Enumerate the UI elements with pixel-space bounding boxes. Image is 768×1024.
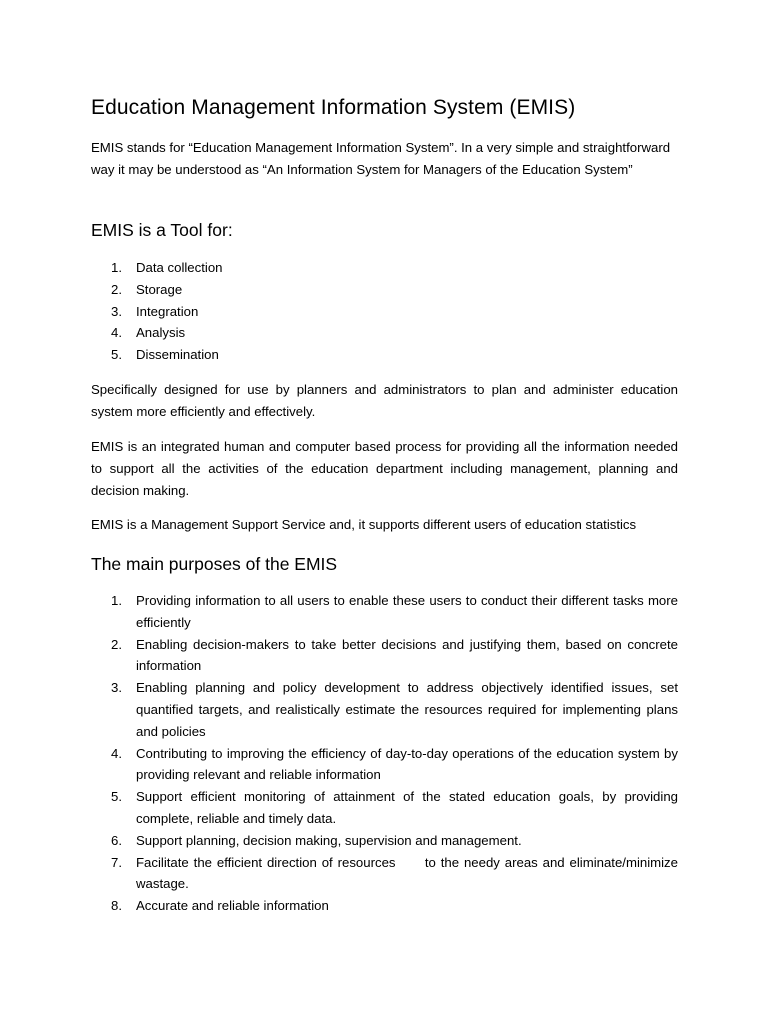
- list-item-number: 2.: [111, 636, 122, 652]
- list-item-number: 6.: [111, 832, 122, 848]
- list-item: [91, 301, 678, 323]
- list-item-text: Enabling decision-makers to take better decisions and justifying them, based on concrete information: [136, 636, 678, 674]
- list-item: [91, 257, 678, 279]
- list-item-text: Data collection: [136, 260, 223, 275]
- list-item-number: 7.: [111, 854, 122, 870]
- list-item-text: Support efficient monitoring of attainment of the stated education goals, by providing complete, reliable and timely data.: [136, 789, 678, 826]
- integrated-paragraph: EMIS is an integrated human and computer based process for providing all the information needed to support all the activities of the education department including management, planning and decision making.: [91, 439, 678, 498]
- list-item-text: Support planning, decision making, supervision and management.: [136, 832, 522, 848]
- list-item-number: 1.: [111, 260, 122, 275]
- list-item: [91, 895, 678, 917]
- document-title: Education Management Information System (EMIS): [91, 96, 576, 119]
- list-item-number: 8.: [111, 898, 122, 914]
- list-item: [91, 677, 678, 742]
- list-item-text: Providing information to all users to enable these users to conduct their different tasks more efficiently: [136, 593, 678, 630]
- list-item-number: 3.: [111, 680, 122, 696]
- list-item-number: 3.: [111, 303, 122, 319]
- list-item-text: Dissemination: [136, 347, 219, 363]
- list-item-text: Storage: [136, 281, 183, 297]
- list-item: [91, 852, 682, 896]
- list-item-number: 2.: [111, 281, 122, 297]
- designed-paragraph: Specifically designed for use by planners and administrators to plan and administer education system more efficiently and effectively.: [91, 382, 678, 419]
- tool-heading: EMIS is a Tool for:: [91, 220, 233, 240]
- list-item-number: 5.: [111, 347, 122, 363]
- list-item: [91, 634, 678, 678]
- list-item: [91, 590, 678, 634]
- list-item: [91, 322, 678, 344]
- list-item-text: Contributing to improving the efficiency of day-to-day operations of the education system by providing relevant and reliable information: [136, 745, 678, 783]
- list-item-text: Integration: [136, 303, 199, 319]
- list-item: [91, 786, 678, 830]
- list-item: [91, 344, 678, 366]
- purposes-heading: The main purposes of the EMIS: [91, 554, 338, 574]
- list-item-number: 1.: [111, 593, 122, 608]
- list-item: [91, 830, 678, 852]
- list-item-text: Facilitate the efficient direction of resources to the needy areas and eliminate/minimize wastage.: [136, 854, 682, 892]
- list-item-number: 4.: [111, 745, 122, 761]
- support-paragraph: EMIS is a Management Support Service and, it supports different users of education statistics: [91, 517, 637, 532]
- list-item-text: Accurate and reliable information: [136, 898, 329, 914]
- list-item-text: Analysis: [136, 325, 186, 341]
- list-item: [91, 279, 678, 301]
- intro-paragraph: EMIS stands for “Education Management Information System”. In a very simple and straightforward way it may be understood as “An Information System for Managers of the Education System”: [91, 140, 671, 177]
- list-item-number: 4.: [111, 325, 122, 341]
- list-item: [91, 743, 678, 787]
- purposes-list: [91, 590, 682, 917]
- tool-list: [91, 257, 678, 366]
- list-item-text: Enabling planning and policy development to address objectively identified issues, set quantified targets, and realistically estimate the resources required for implementing plans and policies: [136, 680, 678, 739]
- list-item-number: 5.: [111, 789, 122, 805]
